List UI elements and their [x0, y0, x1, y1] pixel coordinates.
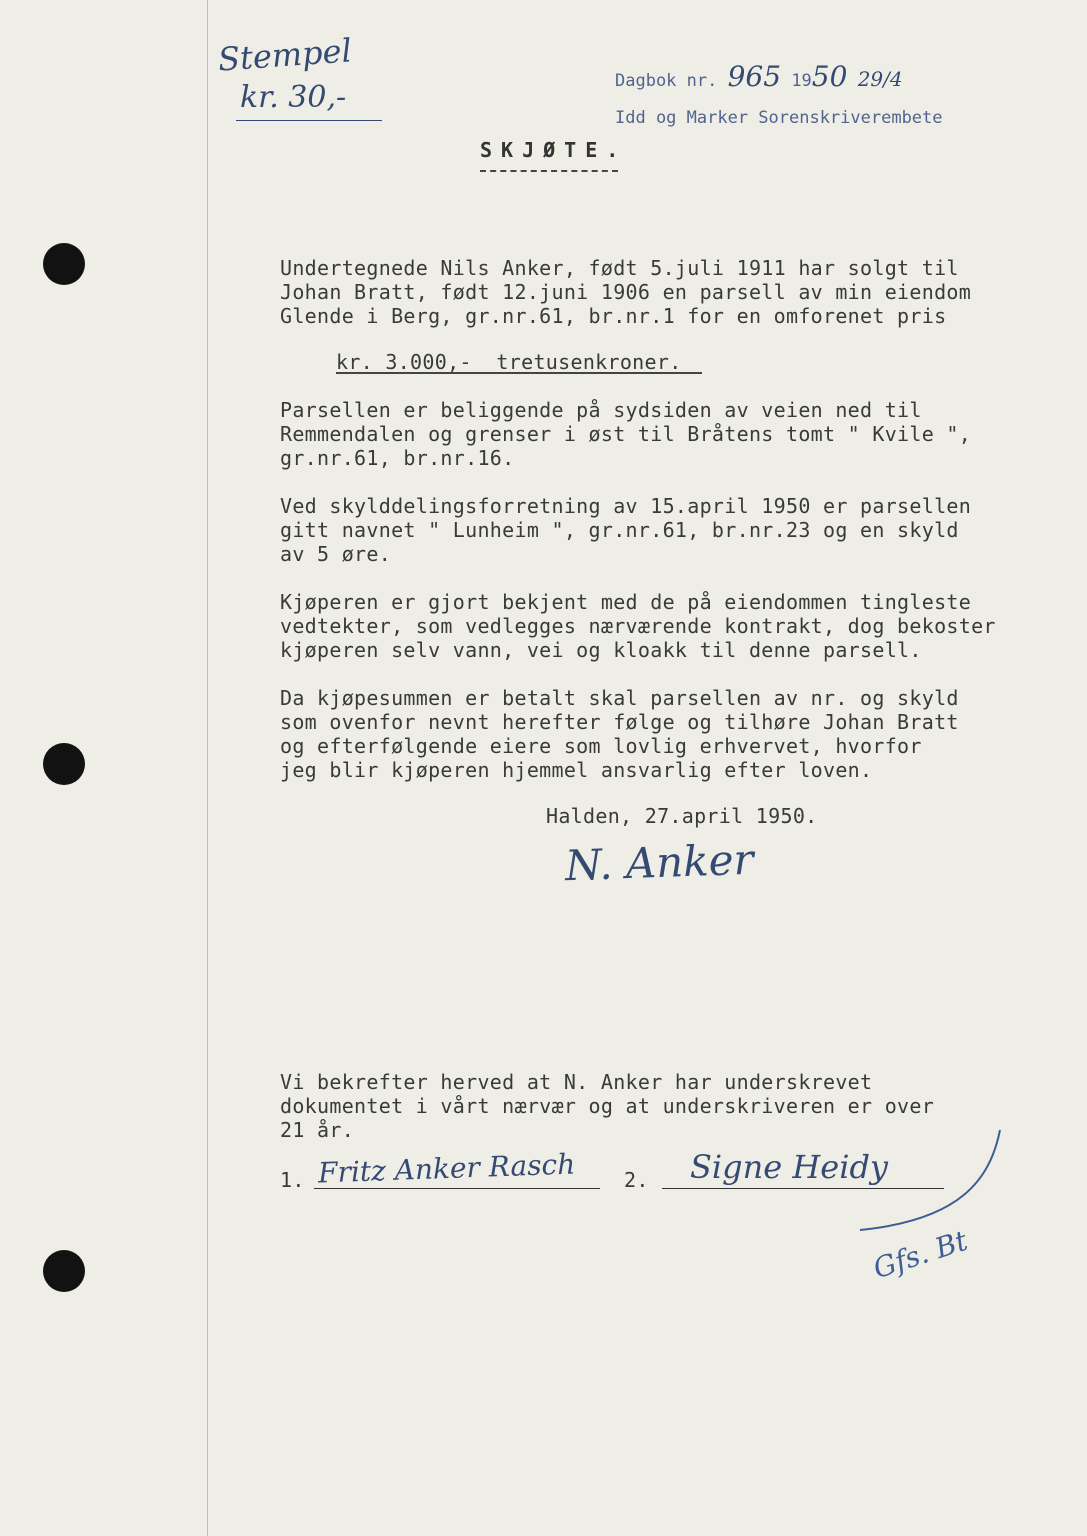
stamp-year: 50	[811, 60, 848, 93]
place-date: Halden, 27.april 1950.	[546, 804, 818, 828]
witness-line-1: Vi bekrefter herved at N. Anker har underskrevet	[280, 1070, 873, 1094]
annotation-fee: kr. 30,-	[240, 80, 347, 115]
paragraph-5-line-3: og efterfølgende eiere som lovlig erhvervet, hvorfor	[280, 734, 922, 758]
witness-1-signature: Fritz Anker Rasch	[317, 1147, 576, 1190]
paragraph-5-line-2: som ovenfor nevnt herefter følge og tilhøre Johan Bratt	[280, 710, 959, 734]
price-underline	[336, 372, 702, 374]
paragraph-3-line-3: av 5 øre.	[280, 542, 392, 566]
witness-2-number: 2.	[624, 1168, 649, 1192]
title-underline	[480, 170, 618, 172]
witness-line-3: 21 år.	[280, 1118, 355, 1142]
registry-stamp-line1	[615, 60, 903, 93]
paragraph-4-line-3: kjøperen selv vann, vei og kloakk til denne parsell.	[280, 638, 922, 662]
pen-mark-icon	[840, 1120, 1020, 1320]
witness-line-2: dokumentet i vårt nærvær og at underskriveren er over	[280, 1094, 935, 1118]
witness-2-signature: Signe Heidy	[690, 1148, 888, 1186]
annotation-underline	[236, 120, 382, 121]
stamp-year-prefix: 19	[791, 71, 812, 91]
registry-stamp-line2: Idd og Marker Sorenskriverembete	[615, 108, 943, 128]
paragraph-4-line-2: vedtekter, som vedlegges nærværende kontrakt, dog bekoster	[280, 614, 996, 638]
document-title: SKJØTE.	[480, 138, 628, 162]
annotation-stempel: Stempel	[216, 31, 353, 79]
price-line: kr. 3.000,- tretusenkroner.	[336, 350, 682, 374]
paragraph-4-line-1: Kjøperen er gjort bekjent med de på eiendommen tingleste	[280, 590, 972, 614]
witness-1-number: 1.	[280, 1168, 305, 1192]
paragraph-2-line-3: gr.nr.61, br.nr.16.	[280, 446, 515, 470]
margin-rule	[207, 0, 208, 1536]
paragraph-5-line-1: Da kjøpesummen er betalt skal parsellen av nr. og skyld	[280, 686, 959, 710]
paragraph-1-line-3: Glende i Berg, gr.nr.61, br.nr.1 for en omforenet pris	[280, 304, 947, 328]
initials: Gfs. Bt	[869, 1223, 972, 1286]
witness-1-line	[314, 1188, 600, 1189]
paragraph-2-line-2: Remmendalen og grenser i øst til Bråtens tomt " Kvile ",	[280, 422, 972, 446]
paragraph-2-line-1: Parsellen er beliggende på sydsiden av veien ned til	[280, 398, 922, 422]
stamp-dagbok-label: Dagbok nr.	[615, 71, 718, 91]
paragraph-3-line-1: Ved skylddelingsforretning av 15.april 1950 er parsellen	[280, 494, 972, 518]
paragraph-1-line-1: Undertegnede Nils Anker, født 5.juli 1911 har solgt til	[280, 256, 959, 280]
punch-hole-3	[43, 1250, 85, 1292]
paragraph-3-line-2: gitt navnet " Lunheim ", gr.nr.61, br.nr.23 og en skyld	[280, 518, 959, 542]
paragraph-1-line-2: Johan Bratt, født 12.juni 1906 en parsell av min eiendom	[280, 280, 972, 304]
punch-hole-1	[43, 243, 85, 285]
stamp-number: 965	[727, 60, 782, 93]
stamp-date: 29/4	[857, 67, 903, 91]
paragraph-5-line-4: jeg blir kjøperen hjemmel ansvarlig efter loven.	[280, 758, 873, 782]
seller-signature: N. Anker	[564, 834, 755, 891]
punch-hole-2	[43, 743, 85, 785]
